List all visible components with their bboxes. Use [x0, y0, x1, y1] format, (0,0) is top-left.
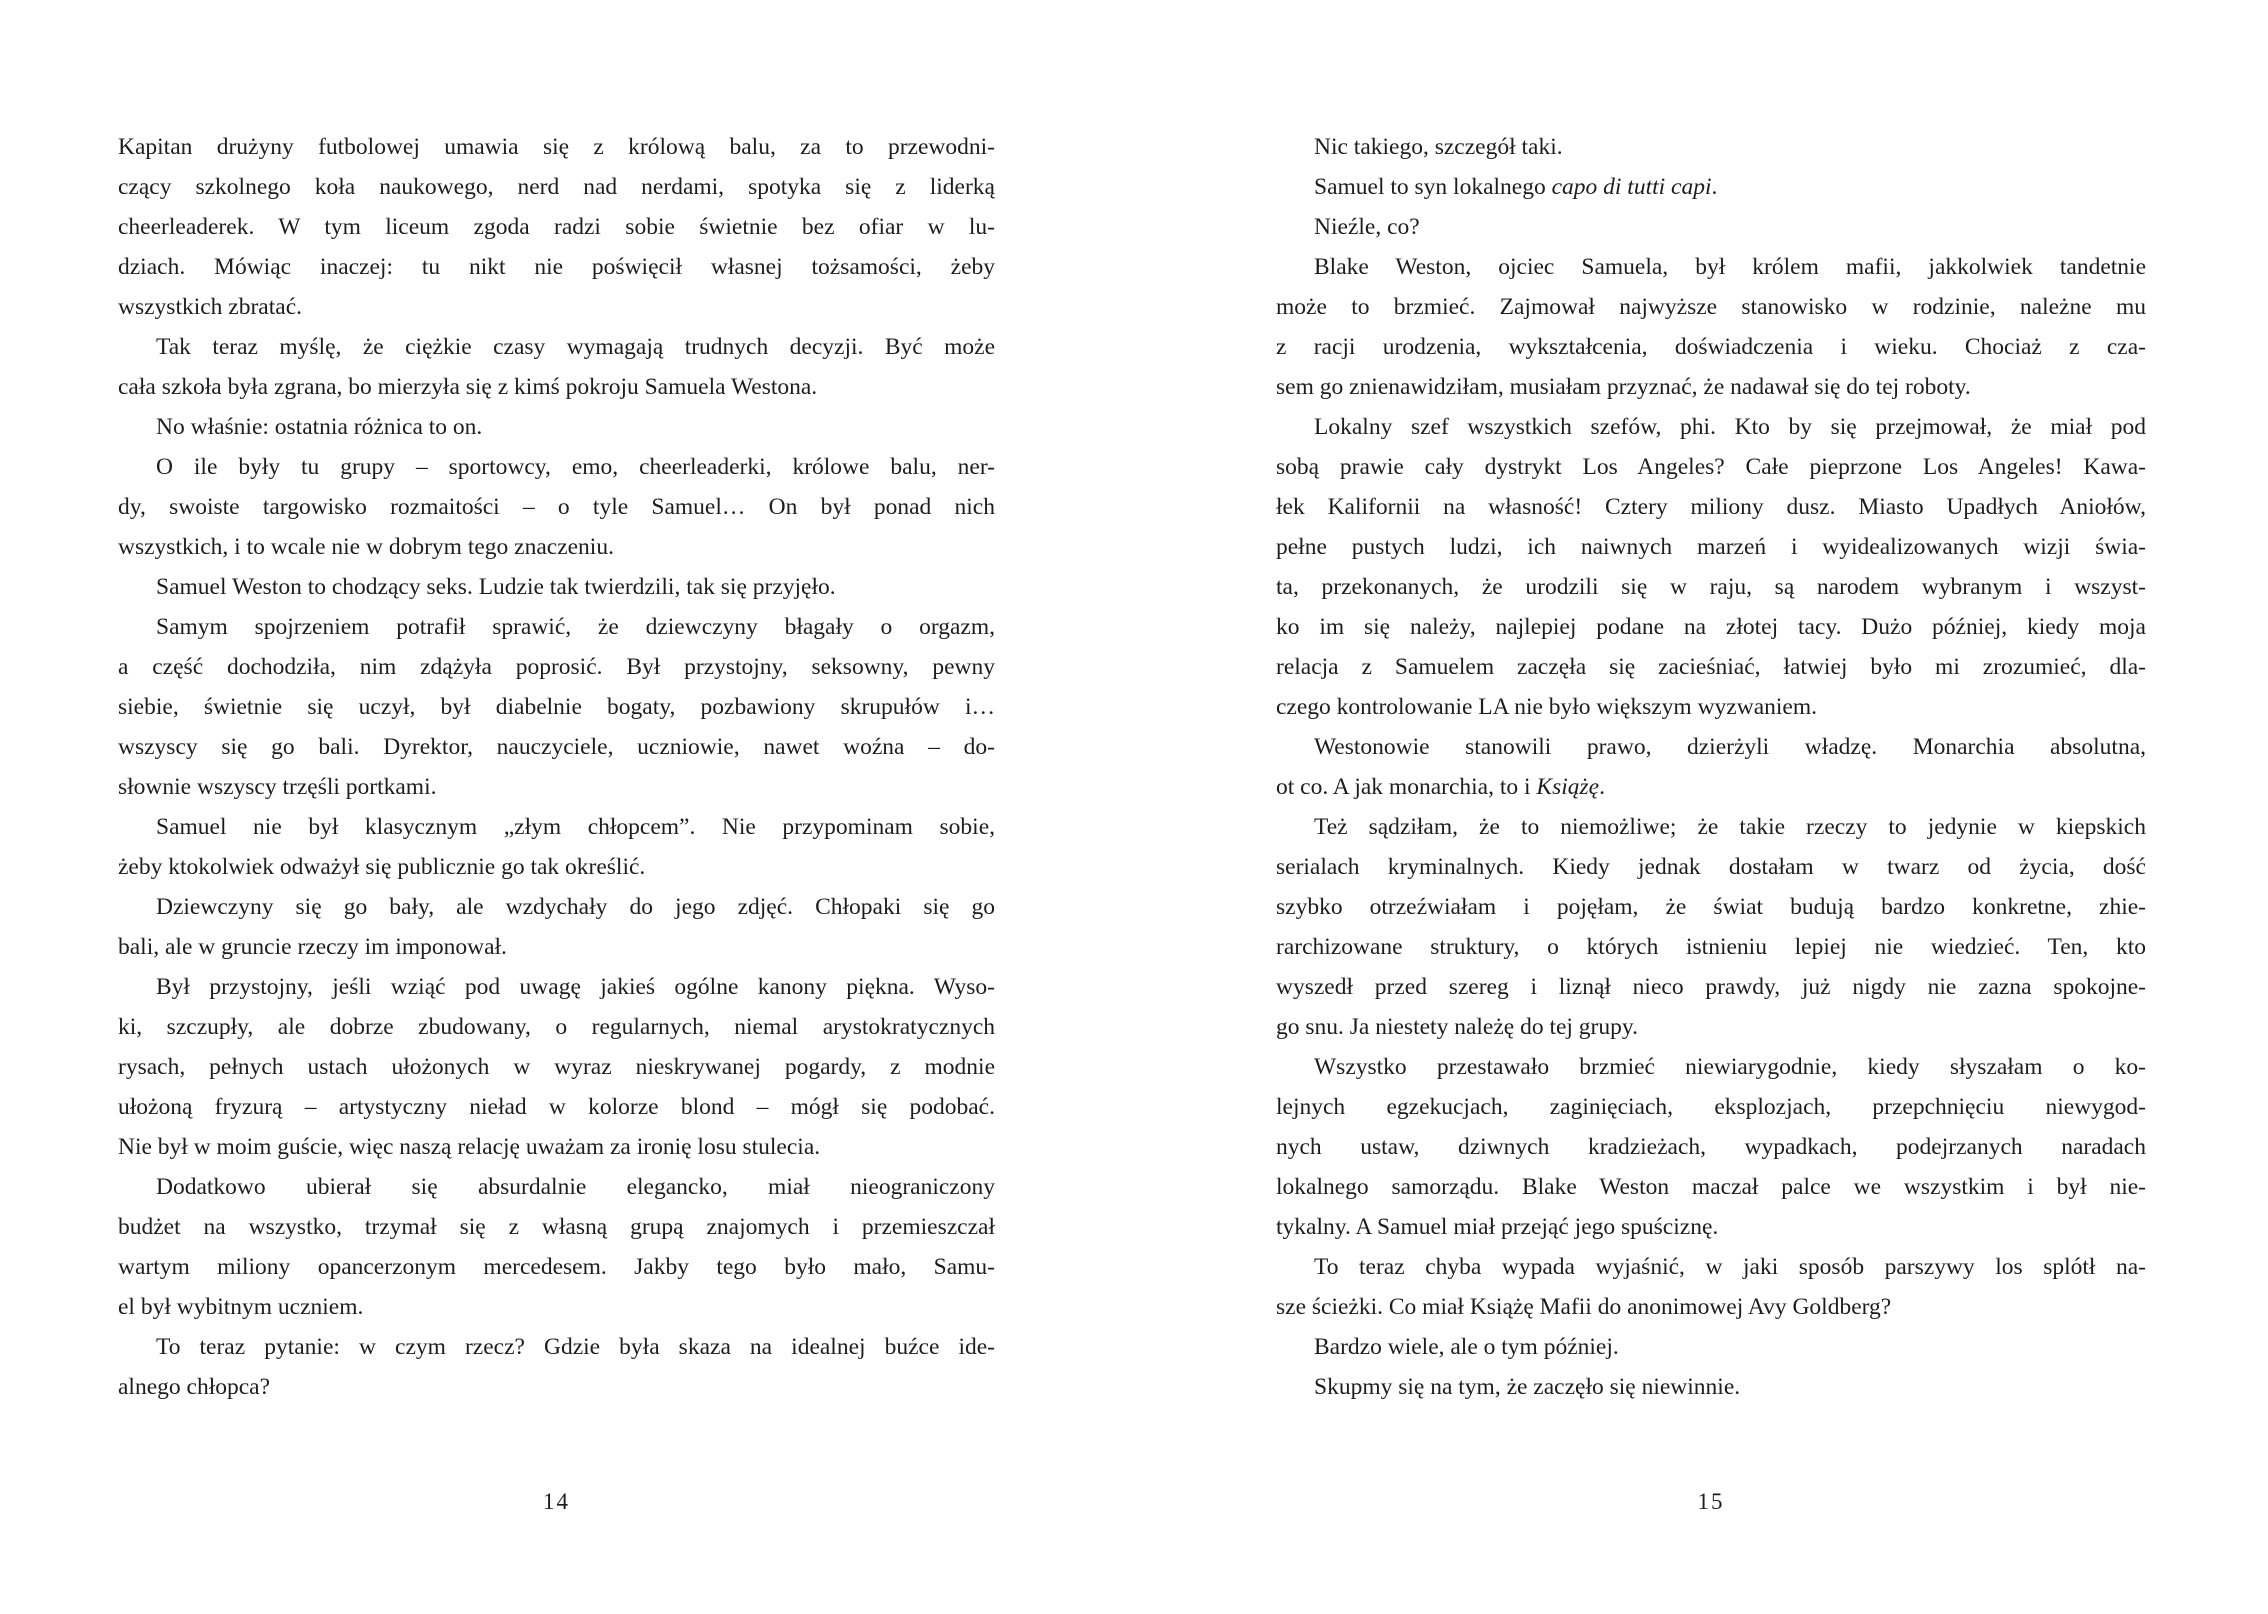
text-segment: serialach kryminalnych. Kiedy jednak dostałam w twarz od życia, dość — [1276, 854, 2146, 880]
text-segment: tykalny. A Samuel miał przejąć jego spuściznę. — [1276, 1214, 1719, 1240]
text-line — [118, 487, 995, 527]
text-line — [1276, 927, 2146, 967]
text-line — [1276, 1007, 2146, 1047]
text-line — [118, 1167, 995, 1207]
text-line — [118, 727, 995, 767]
text-segment: el był wybitnym uczniem. — [118, 1294, 364, 1320]
text-line — [1276, 1367, 2146, 1407]
text-segment: Nie był w moim guście, więc naszą relację uważam za ironię losu stulecia. — [118, 1134, 821, 1160]
text-line — [118, 887, 995, 927]
text-segment: . — [1599, 774, 1605, 800]
text-line — [1276, 1207, 2146, 1247]
text-segment: żeby ktokolwiek odważył się publicznie go tak określić. — [118, 854, 646, 880]
text-line — [118, 1367, 995, 1407]
text-segment: słownie wszyscy trzęśli portkami. — [118, 774, 437, 800]
text-segment: ot co. A jak monarchia, to i — [1276, 774, 1537, 800]
text-line — [118, 1047, 995, 1087]
text-segment: rysach, pełnych ustach ułożonych w wyraz nieskrywanej pogardy, z modnie — [118, 1054, 995, 1080]
text-line — [118, 167, 995, 207]
text-line — [118, 767, 995, 807]
text-line — [1276, 447, 2146, 487]
text-line — [118, 287, 995, 327]
text-segment: relacja z Samuelem zaczęła się zacieśniać, łatwiej było mi zrozumieć, dla- — [1276, 654, 2146, 680]
text-segment: Nieźle, co? — [1314, 214, 1420, 240]
text-segment: To teraz chyba wypada wyjaśnić, w jaki sposób parszywy los splótł na- — [1314, 1254, 2146, 1280]
page-left-text — [118, 127, 995, 1407]
text-segment: siebie, świetnie się uczył, był diabelnie bogaty, pozbawiony skrupułów i… — [118, 694, 995, 720]
text-line — [118, 1247, 995, 1287]
text-segment: Samuel nie był klasycznym „złym chłopcem”. Nie przypominam sobie, — [156, 814, 995, 840]
text-line — [118, 1087, 995, 1127]
text-segment: lokalnego samorządu. Blake Weston maczał palce we wszystkim i był nie- — [1276, 1174, 2146, 1200]
text-line — [118, 527, 995, 567]
text-segment: ko im się należy, najlepiej podane na złotej tacy. Dużo później, kiedy moja — [1276, 614, 2146, 640]
text-segment: może to brzmieć. Zajmował najwyższe stanowisko w rodzinie, należne mu — [1276, 294, 2146, 320]
text-line — [1276, 767, 2146, 807]
text-segment: Kapitan drużyny futbolowej umawia się z królową balu, za to przewodni- — [118, 134, 995, 160]
text-line — [1276, 1127, 2146, 1167]
text-line — [118, 807, 995, 847]
text-line — [1276, 847, 2146, 887]
text-line — [1276, 167, 2146, 207]
text-line — [118, 447, 995, 487]
text-segment: To teraz pytanie: w czym rzecz? Gdzie była skaza na idealnej buźce ide- — [156, 1334, 995, 1360]
text-segment: rarchizowane struktury, o których istnieniu lepiej nie wiedzieć. Ten, kto — [1276, 934, 2146, 960]
text-segment: sze ścieżki. Co miał Książę Mafii do anonimowej Avy Goldberg? — [1276, 1294, 1892, 1320]
text-line — [1276, 887, 2146, 927]
text-segment: Westonowie stanowili prawo, dzierżyli władzę. Monarchia absolutna, — [1314, 734, 2146, 760]
text-segment: Lokalny szef wszystkich szefów, phi. Kto by się przejmował, że miał pod — [1314, 414, 2146, 440]
text-line — [118, 1287, 995, 1327]
text-line — [1276, 1247, 2146, 1287]
text-segment: z racji urodzenia, wykształcenia, doświadczenia i wieku. Chociaż z cza- — [1276, 334, 2146, 360]
text-line — [1276, 607, 2146, 647]
text-line — [1276, 127, 2146, 167]
text-segment: pełne pustych ludzi, ich naiwnych marzeń i wyidealizowanych wizji świa- — [1276, 534, 2146, 560]
text-segment: bali, ale w gruncie rzeczy im imponował. — [118, 934, 507, 960]
text-segment: Tak teraz myślę, że ciężkie czasy wymagają trudnych decyzji. Być może — [156, 334, 995, 360]
text-segment: czego kontrolowanie LA nie było większym wyzwaniem. — [1276, 694, 1818, 720]
text-segment: czący szkolnego koła naukowego, nerd nad nerdami, spotyka się z liderką — [118, 174, 995, 200]
text-line — [118, 1327, 995, 1367]
text-segment: wyszedł przed szereg i liznął nieco prawdy, już nigdy nie zazna spokojne- — [1276, 974, 2146, 1000]
text-segment: alnego chłopca? — [118, 1374, 271, 1400]
text-segment: wszystkich, i to wcale nie w dobrym tego znaczeniu. — [118, 534, 614, 560]
text-segment: Dziewczyny się go bały, ale wzdychały do jego zdjęć. Chłopaki się go — [156, 894, 995, 920]
text-segment: sobą prawie cały dystrykt Los Angeles? Całe pieprzone Los Angeles! Kawa- — [1276, 454, 2146, 480]
text-line — [1276, 1327, 2146, 1367]
text-line — [1276, 247, 2146, 287]
text-line — [1276, 567, 2146, 607]
text-segment: ułożoną fryzurą – artystyczny nieład w kolorze blond – mógł się podobać. — [118, 1094, 995, 1120]
text-line — [1276, 1167, 2146, 1207]
italic-text-segment: Książę — [1536, 774, 1600, 800]
text-segment: a część dochodziła, nim zdążyła poprosić. Był przystojny, seksowny, pewny — [118, 654, 995, 680]
text-line — [1276, 287, 2146, 327]
text-segment: O ile były tu grupy – sportowcy, emo, cheerleaderki, królowe balu, ner- — [156, 454, 995, 480]
text-segment: Wszystko przestawało brzmieć niewiarygodnie, kiedy słyszałam o ko- — [1314, 1054, 2146, 1080]
text-line — [118, 927, 995, 967]
text-segment: Skupmy się na tym, że zaczęło się niewinnie. — [1314, 1374, 1741, 1400]
text-line — [1276, 727, 2146, 767]
text-segment: wszystkich zbratać. — [118, 294, 303, 320]
text-line — [118, 127, 995, 167]
text-segment: nych ustaw, dziwnych kradzieżach, wypadkach, podejrzanych naradach — [1276, 1134, 2146, 1160]
text-line — [1276, 647, 2146, 687]
text-line — [118, 407, 995, 447]
text-line — [118, 687, 995, 727]
text-segment: łek Kalifornii na własność! Cztery miliony dusz. Miasto Upadłych Aniołów, — [1276, 494, 2146, 520]
text-segment: Samuel to syn lokalnego — [1314, 174, 1552, 200]
text-line — [118, 847, 995, 887]
text-segment: sem go znienawidziłam, musiałam przyznać, że nadawał się do tej roboty. — [1276, 374, 1971, 400]
text-segment: Dodatkowo ubierał się absurdalnie elegancko, miał nieograniczony — [156, 1174, 995, 1200]
text-segment: Nic takiego, szczegół taki. — [1314, 134, 1563, 160]
text-segment: cała szkoła była zgrana, bo mierzyła się z kimś pokroju Samuela Westona. — [118, 374, 818, 400]
text-line — [118, 1127, 995, 1167]
text-line — [118, 367, 995, 407]
text-segment: wszyscy się go bali. Dyrektor, nauczyciele, uczniowie, nawet woźna – do- — [118, 734, 995, 760]
text-line — [118, 647, 995, 687]
text-line — [118, 247, 995, 287]
text-line — [1276, 807, 2146, 847]
text-segment: ki, szczupły, ale dobrze zbudowany, o regularnych, niemal arystokratycznych — [118, 1014, 995, 1040]
text-line — [118, 967, 995, 1007]
text-line — [118, 327, 995, 367]
text-line — [118, 607, 995, 647]
text-segment: Też sądziłam, że to niemożliwe; że takie rzeczy to jedynie w kiepskich — [1314, 814, 2146, 840]
text-line — [1276, 1047, 2146, 1087]
text-line — [1276, 407, 2146, 447]
text-line — [1276, 687, 2146, 727]
text-segment: dziach. Mówiąc inaczej: tu nikt nie poświęcił własnej tożsamości, żeby — [118, 254, 995, 280]
text-segment: lejnych egzekucjach, zaginięciach, eksplozjach, przepchnięciu niewygod- — [1276, 1094, 2146, 1120]
text-segment: dy, swoiste targowisko rozmaitości – o tyle Samuel… On był ponad nich — [118, 494, 995, 520]
text-segment: Samuel Weston to chodzący seks. Ludzie tak twierdzili, tak się przyjęło. — [156, 574, 836, 600]
text-line — [1276, 207, 2146, 247]
text-segment: . — [1711, 174, 1718, 200]
text-segment: szybko otrzeźwiałam i pojęłam, że świat budują bardzo konkretne, zhie- — [1276, 894, 2146, 920]
page-right-number: 15 — [1697, 1489, 1725, 1514]
text-line — [118, 1007, 995, 1047]
text-line — [1276, 487, 2146, 527]
text-line — [1276, 527, 2146, 567]
text-segment: Samym spojrzeniem potrafił sprawić, że dziewczyny błagały o orgazm, — [156, 614, 995, 640]
text-segment: No właśnie: ostatnia różnica to on. — [156, 414, 483, 440]
text-segment: cheerleaderek. W tym liceum zgoda radzi sobie świetnie bez ofiar w lu- — [118, 214, 995, 240]
page-right-text — [1276, 127, 2146, 1407]
text-segment: budżet na wszystko, trzymał się z własną grupą znajomych i przemieszczał — [118, 1214, 995, 1240]
text-line — [1276, 367, 2146, 407]
text-line — [1276, 1087, 2146, 1127]
text-line — [1276, 327, 2146, 367]
text-line — [118, 1207, 995, 1247]
text-line — [118, 207, 995, 247]
text-line — [118, 567, 995, 607]
page-left-number: 14 — [543, 1489, 570, 1514]
text-segment: Bardzo wiele, ale o tym później. — [1314, 1334, 1619, 1360]
text-line — [1276, 967, 2146, 1007]
text-segment: Blake Weston, ojciec Samuela, był królem mafii, jakkolwiek tandetnie — [1314, 254, 2146, 280]
text-segment: wartym miliony opancerzonym mercedesem. Jakby tego było mało, Samu- — [118, 1254, 995, 1280]
text-segment: Był przystojny, jeśli wziąć pod uwagę jakieś ogólne kanony piękna. Wyso- — [156, 974, 995, 1000]
text-line — [1276, 1287, 2146, 1327]
text-segment: ta, przekonanych, że urodzili się w raju, są narodem wybranym i wszyst- — [1276, 574, 2146, 600]
text-segment: go snu. Ja niestety należę do tej grupy. — [1276, 1014, 1638, 1040]
italic-text-segment: capo di tutti capi — [1551, 174, 1712, 200]
